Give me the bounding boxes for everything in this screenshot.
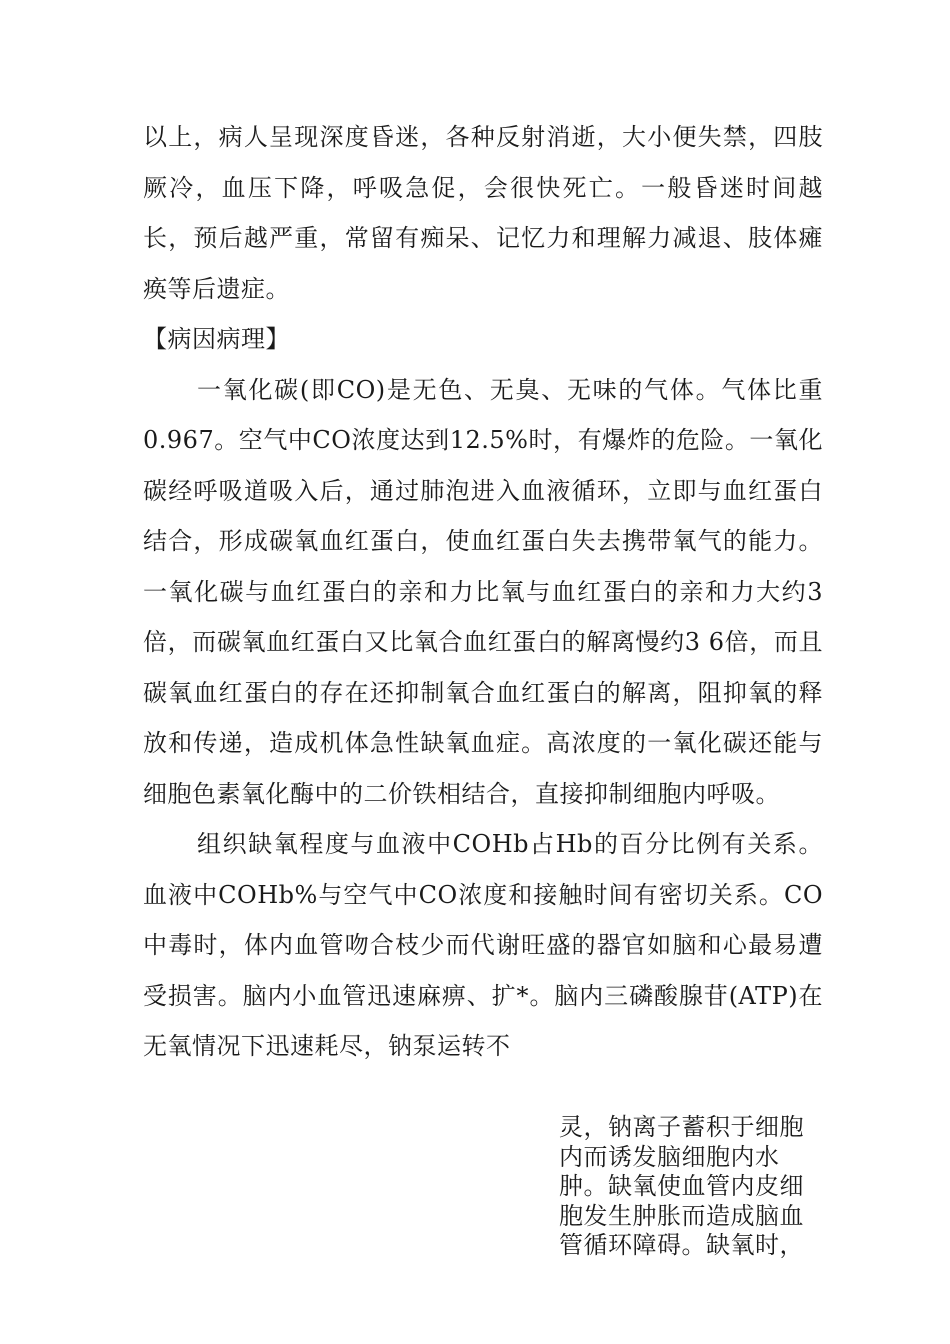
paragraph-tissue-hypoxia: 组织缺氧程度与血液中COHb占Hb的百分比例有关系。血液中COHb%与空气中CO浓度和接触时间有密切关系。CO中毒时，体内血管吻合枝少而代谢旺盛的器官如脑和心最易遭受损害。脑内小血管迅速麻痹、扩*。脑内三磷酸腺苷(ATP)在无氧情况下迅速耗尽，钠泵运转不: [143, 830, 823, 1060]
continuation-paragraph: 灵，钠离子蓄积于细胞内而诱发脑细胞内水肿。缺氧使血管内皮细胞发生肿胀而造成脑血管循环障碍。缺氧时，: [559, 1113, 804, 1259]
paragraph-co-properties: 一氧化碳(即CO)是无色、无臭、无味的气体。气体比重0.967。空气中CO浓度达到12.5%时，有爆炸的危险。一氧化碳经呼吸道吸入后，通过肺泡进入血液循环，立即与血红蛋白结合，形成碳氧血红蛋白，使血红蛋白失去携带氧气的能力。一氧化碳与血红蛋白的亲和力比氧与血红蛋白的亲和力大约3倍，而碳氧血红蛋白又比氧合血红蛋白的解离慢约3 6倍，而且碳氧血红蛋白的存在还抑制氧合血红蛋白的解离，阻抑氧的释放和传递，造成机体急性缺氧血症。高浓度的一氧化碳还能与细胞色素氧化酶中的二价铁相结合，直接抑制细胞内呼吸。: [143, 375, 823, 808]
section-heading-etiology: 【病因病理】: [143, 325, 290, 353]
paragraph-symptoms: 以上，病人呈现深度昏迷，各种反射消逝，大小便失禁，四肢厥冷，血压下降，呼吸急促，会很快死亡。一般昏迷时间越长，预后越严重，常留有痴呆、记忆力和理解力减退、肢体瘫痪等后遗症。: [143, 123, 823, 303]
continuation-text-block: [559, 1113, 809, 1261]
main-text-column: [143, 112, 823, 1072]
